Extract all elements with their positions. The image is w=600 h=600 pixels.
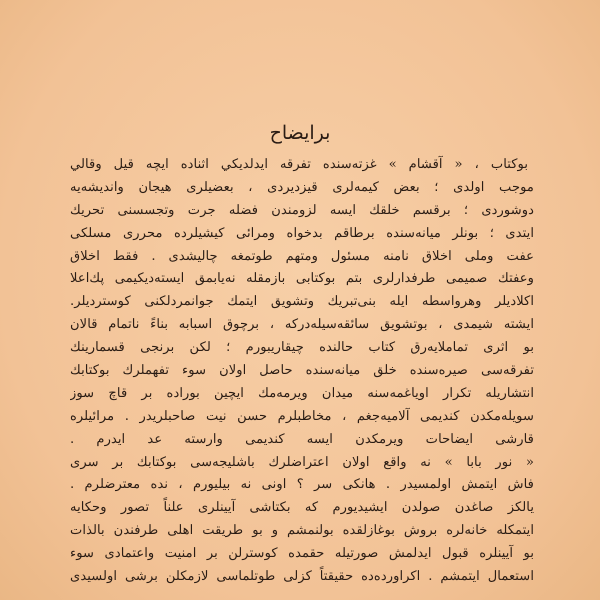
page-title: برايضاح <box>269 122 331 144</box>
text-line: بو اثرى تماملايه‌رق كتاب حالنده چيقاريبورم ؛ لكن برنجى قسمارينك <box>70 340 534 356</box>
text-line: استعمال ايتمشم . اكراورده‌ده حقيقتاً كزلى طوتلماسى لازمكلن برشى اولسيدى <box>70 569 534 585</box>
text-line: قارشى ايضاحات ويرمكدن ايسه كنديمى وارسته عد ايدرم . <box>70 431 534 447</box>
text-line: موجب اولدى ؛ بعض كيمه‌لرى قيزديردى ، بعضيلرى هيجان واندیشه‌يه <box>70 179 534 195</box>
text-line: يالكز صاغدن صولدن ايشيديورم كه بكتاشى آيينلرى علناً تصور وحكايه <box>70 500 534 516</box>
text-line: عفت وملى اخلاق نامنه مسئول ومتهم طوتمغه چاليشدى . فقط اخلاق <box>70 248 534 264</box>
text-line: انتشاريله تكرار اوياغمه‌سنه ميدان ويرمه‌مك ايچين بوراده بر قاچ سوز <box>70 385 534 401</box>
text-line: « نور بابا » نه واقع اولان اعتراضلرك باشليجه‌سى بوكتابك بر سرى <box>70 454 534 470</box>
text-line: سويله‌مكدن كنديمى آلاميه‌جغم ، مخاطبلرم حسن نيت صاحبلريدر . مرائيلره <box>70 408 534 424</box>
text-line: ايتدى ؛ بونلر ميانه‌سنده برطاقم بدخواه ومرائى كيشيلرده محررى مسلكى <box>70 225 534 241</box>
text-line: اكلاديلر وهرواسطه ايله بنى‌تبريك وتشويق ايتمك جوانمردلكنى كوستردیلر. <box>70 294 534 310</box>
text-line: دوشوردى ؛ برقسم خلقك ايسه لزومندن فضله جرت وتجسسنى تحريك <box>70 202 534 218</box>
text-line: تفرقه‌سى صيره‌سنده خلق ميانه‌سنده حاصل اولان سوء تفهملرك بوكتابك <box>70 363 534 379</box>
text-line: وعفتك صميمى طرفدارلرى بتم بوكتابى بازمقله نه‌يابمق ايسته‌ديكيمى پك‌اعلا <box>70 271 534 287</box>
text-line: بو آيينلره قبول ايدلمش صورتيله حقمده كوسترلن بر امنيت واعتمادى سوء <box>70 546 534 562</box>
text-line: بوكتاب ، « آقشام » غزته‌سنده تفرقه ايدلديكي اثناده ايچه قيل وقالي <box>70 157 528 172</box>
text-line: ايشته شيمدى ، بوتشويق سائقه‌سيله‌دركه ، برچوق اسبابه بناءً ناتمام قالان <box>70 317 534 333</box>
body-text <box>70 154 534 589</box>
text-line: فاش ايتمش اولمسيدر . هانكى سر ؟ اونى نه بيليورم ، نده معترضلرم . <box>70 477 534 493</box>
text-line: ايتمكله خانه‌لره بروش بوغازلقده بولنمشم و بو طريقت اهلى طرفندن بالذات <box>70 523 534 539</box>
